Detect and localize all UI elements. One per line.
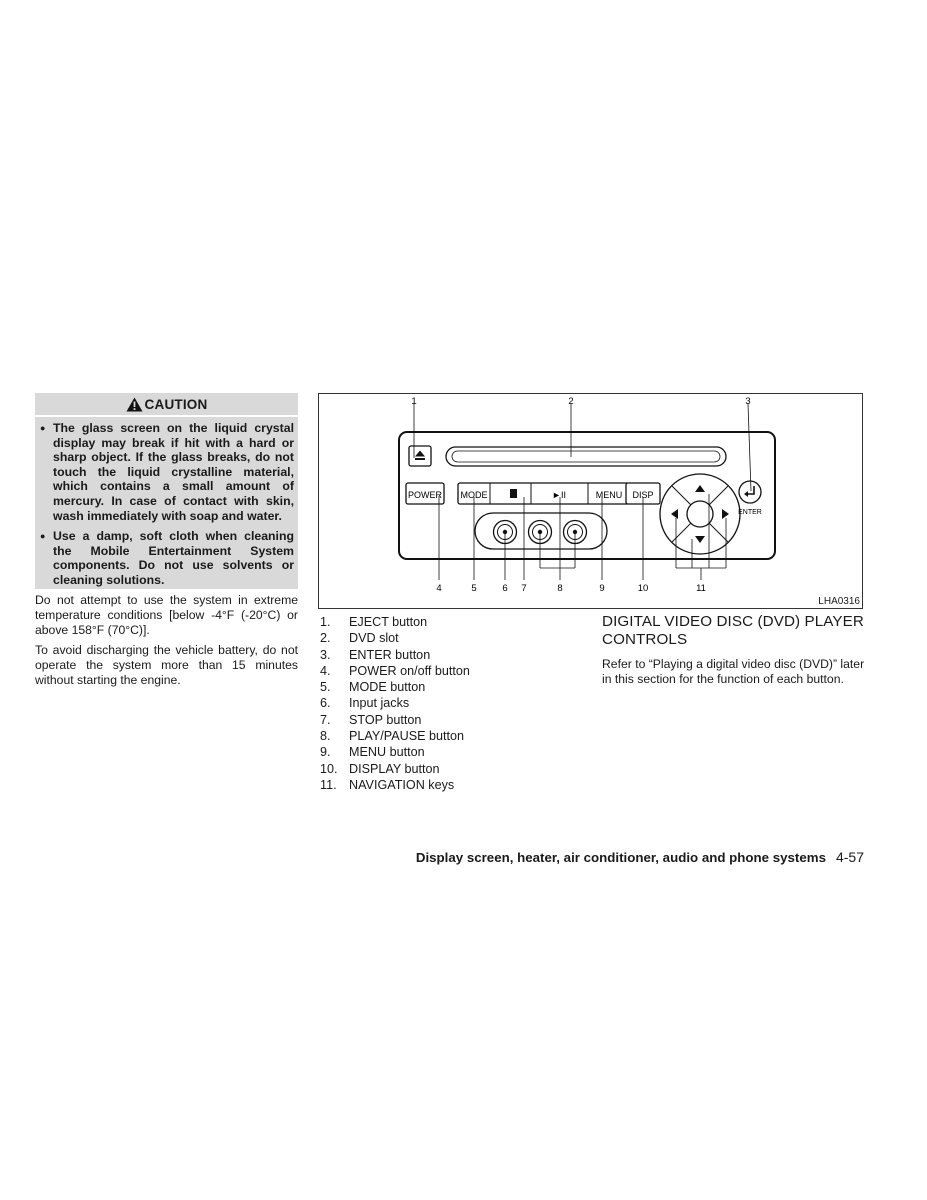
temperature-paragraph: Do not attempt to use the system in extreme temperature conditions [below -4°F (-20°C) or above 158°F (70°C)]. [35, 593, 298, 637]
legend-item [320, 695, 470, 711]
legend-label: MENU button [349, 745, 425, 760]
callout-10: 10 [637, 583, 649, 594]
section-text: Refer to “Playing a digital video disc (DVD)” later in this section for the function of each button. [602, 657, 865, 686]
navigation-keys [660, 474, 740, 554]
legend-number: 9. [320, 745, 331, 760]
legend-number: 4. [320, 663, 331, 678]
legend-label: STOP button [349, 712, 422, 727]
page-number: 4-57 [835, 849, 864, 865]
battery-paragraph: To avoid discharging the vehicle battery, do not operate the system more than 15 minutes without starting the engine. [35, 643, 298, 687]
legend-label: POWER on/off button [349, 663, 470, 678]
caution-box [35, 393, 298, 589]
callout-4: 4 [436, 583, 442, 594]
stop-icon [510, 489, 517, 498]
caution-item: ● Use a damp, soft cloth when cleaning the Mobile Entertainment System components. Do not use solvents or cleaning solutions. [39, 529, 294, 587]
legend-number: 1. [320, 615, 331, 629]
enter-button [739, 481, 761, 503]
callout-3: 3 [745, 396, 751, 407]
legend-item [320, 647, 470, 663]
legend-number: 2. [320, 631, 331, 646]
warning-triangle-icon [126, 397, 143, 412]
footer-text: Display screen, heater, air conditioner, audio and phone systems [415, 850, 826, 865]
legend-number: 10. [320, 761, 338, 776]
legend-number: 8. [320, 729, 331, 744]
figure-id: LHA0316 [818, 596, 860, 607]
legend-item [320, 630, 470, 646]
page-footer [416, 849, 864, 865]
callout-2: 2 [568, 396, 574, 407]
menu-button-label: MENU [595, 490, 623, 500]
callout-7: 7 [521, 583, 527, 594]
disp-button-label: DISP [632, 490, 654, 500]
legend-item [320, 761, 470, 777]
legend-item [320, 744, 470, 760]
legend-item [320, 712, 470, 728]
power-button-label: POWER [407, 490, 443, 500]
legend-label: ENTER button [349, 647, 431, 662]
dvd-slot [446, 447, 726, 466]
mode-button-label: MODE [460, 490, 488, 500]
legend-item [320, 663, 470, 679]
play-pause-button-label: ►II [552, 490, 566, 500]
caution-list [35, 417, 298, 588]
caution-item: ● The glass screen on the liquid crystal display may break if hit with a hard or sharp object. If the glass breaks, do not touch the liquid crystalline material, which contains a small amount of mercury. In case of contact with skin, wash immediately with soap and water. [39, 421, 294, 523]
legend-item [320, 679, 470, 695]
callout-9: 9 [599, 583, 605, 594]
legend-label: MODE button [349, 680, 426, 695]
callout-11: 11 [696, 583, 706, 594]
legend-number: 11. [320, 777, 337, 792]
dvd-player-figure [318, 393, 863, 609]
legend-label: DISPLAY button [349, 761, 440, 776]
legend-label: PLAY/PAUSE button [349, 729, 465, 744]
legend-item [320, 614, 470, 630]
legend-item [320, 777, 470, 793]
legend-number: 7. [320, 712, 331, 727]
section-title: DIGITAL VIDEO DISC (DVD) PLAYER CONTROLS [602, 613, 864, 648]
caution-title: CAUTION [144, 396, 208, 412]
figure-legend [320, 614, 470, 793]
legend-label: EJECT button [349, 615, 428, 629]
legend-number: 5. [320, 680, 331, 695]
legend-number: 3. [320, 647, 331, 662]
callout-5: 5 [471, 583, 477, 594]
legend-number: 6. [320, 696, 331, 711]
dvd-player-diagram [319, 394, 864, 610]
legend-label: NAVIGATION keys [349, 777, 455, 792]
callout-6: 6 [502, 583, 508, 594]
legend-label: DVD slot [349, 631, 399, 646]
callout-1: 1 [411, 396, 417, 407]
legend-label: Input jacks [349, 696, 410, 711]
legend-item [320, 728, 470, 744]
caution-header [35, 393, 298, 417]
callout-8: 8 [557, 583, 563, 594]
enter-label: ENTER [738, 509, 762, 516]
